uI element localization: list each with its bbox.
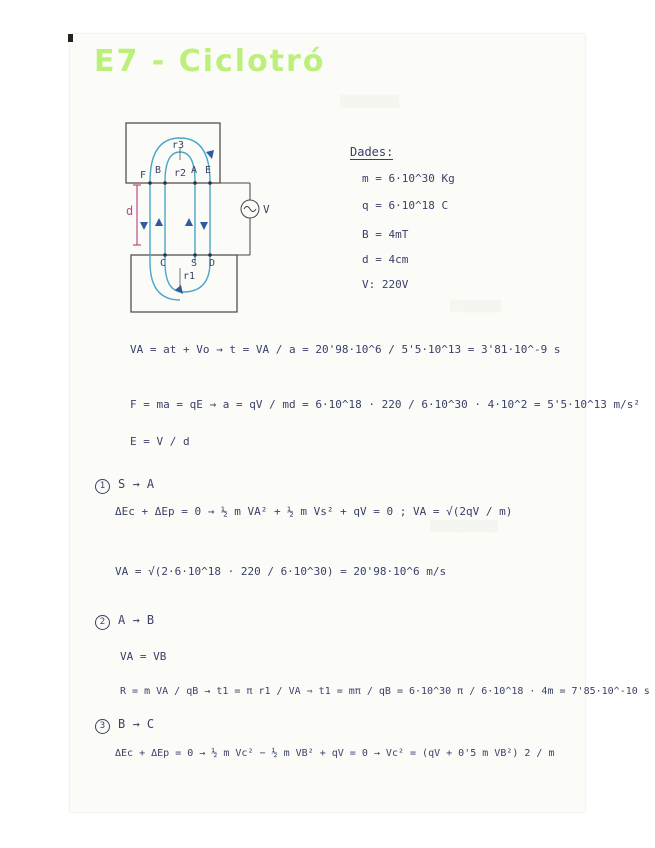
equation-line: R = m VA / qB → t1 = π r1 / VA ⇒ t1 = mπ / qB = 6·10^30 π / 6·10^18 · 4m = 7'85·10^-10 s (120, 686, 650, 697)
data-item: d = 4cm (362, 253, 409, 266)
lower-dee (131, 255, 237, 312)
step-title: S → A (118, 477, 155, 491)
show-through-text: ▒▒▒▒▒▒▒▒ (430, 520, 498, 533)
label-v: V (263, 203, 270, 216)
step-heading (95, 613, 154, 630)
point-label: D (209, 258, 216, 269)
data-item: V: 220V (362, 278, 409, 291)
step-heading (95, 717, 154, 734)
data-header: Dades: (350, 145, 394, 159)
data-item: q = 6·10^18 C (362, 199, 449, 212)
step-heading (95, 477, 154, 494)
equation-line: ΔEc + ΔEp = 0 → ½ m VA² + ½ m Vs² + qV = 0 ; VA = √(2qV / m) (115, 505, 513, 518)
point-label: C (160, 258, 167, 269)
step-title: B → C (118, 717, 155, 731)
equation-line: ΔEc + ΔEp = 0 → ½ m Vc² − ½ m VB² + qV = 0 → Vc² = (qV + 0'5 m VB²) 2 / m (115, 748, 555, 759)
equation-line: VA = VB (120, 650, 167, 663)
point-label: r3 (172, 140, 185, 151)
arrow-down-icon (140, 222, 148, 230)
arrow-icon (175, 285, 183, 294)
step-number: 2 (95, 615, 110, 630)
point-label: r1 (183, 271, 196, 282)
equation-line: VA = at + Vo → t = VA / a = 20'98·10^6 / 5'5·10^13 = 3'81·10^-9 s (130, 343, 561, 356)
equation-line: F = ma = qE → a = qV / md = 6·10^18 · 220 / 6·10^30 · 4·10^2 = 5'5·10^13 m/s² (130, 398, 640, 411)
step-number: 1 (95, 479, 110, 494)
show-through-text: ▒▒▒▒▒▒ (450, 300, 501, 313)
equation-line: E = V / d (130, 435, 190, 448)
sine-wave-icon (244, 207, 256, 212)
label-d: d (126, 204, 134, 218)
point-label: E (205, 165, 212, 176)
point-label: A (191, 165, 198, 176)
point-label: B (155, 165, 162, 176)
point-label: S (191, 258, 198, 269)
page-title: E7 - Ciclotró (94, 44, 326, 79)
point-label: F (140, 170, 147, 181)
show-through-text: ▒▒▒▒▒▒▒ (340, 95, 400, 108)
point-label: r2 (174, 168, 187, 179)
step-title: A → B (118, 613, 155, 627)
arrow-up-icon (185, 218, 193, 226)
arrow-down-icon (200, 222, 208, 230)
data-item: B = 4mT (362, 228, 409, 241)
data-item: m = 6·10^30 Kg (362, 172, 455, 185)
arrow-up-icon (155, 218, 163, 226)
equation-line: VA = √(2·6·10^18 · 220 / 6·10^30) = 20'98·10^6 m/s (115, 565, 447, 578)
step-number: 3 (95, 719, 110, 734)
